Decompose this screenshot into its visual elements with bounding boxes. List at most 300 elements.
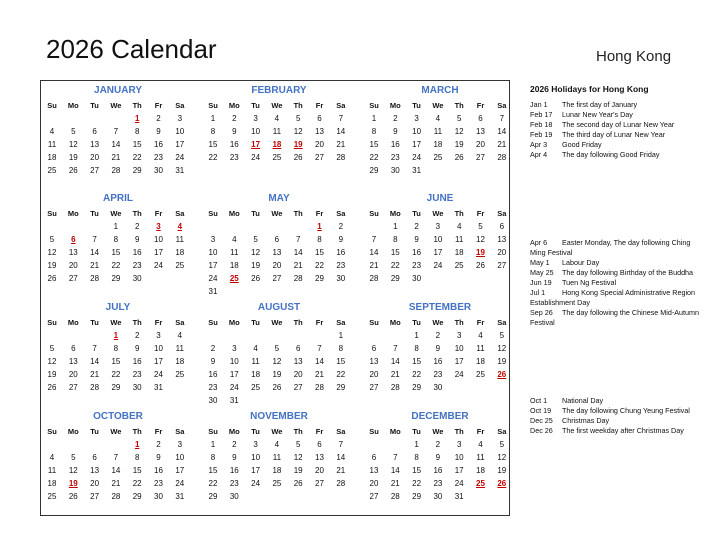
day-cell: 28 [336, 479, 346, 488]
day-cell: 20 [272, 261, 282, 270]
month-name: JUNE [426, 193, 454, 204]
day-cell: 18 [47, 153, 57, 162]
day-cell: 19 [497, 466, 507, 475]
day-cell: 27 [315, 153, 324, 162]
day-cell: 9 [134, 344, 140, 353]
month-july [41, 298, 195, 406]
day-cell: 22 [132, 153, 142, 162]
day-cell: 5 [456, 114, 462, 123]
weekday-header: We [271, 318, 283, 327]
day-cell: 6 [371, 453, 377, 462]
day-cell: 27 [68, 274, 78, 283]
day-cell: 19 [272, 370, 282, 379]
day-cell: 12 [497, 344, 507, 353]
day-cell: 12 [251, 248, 261, 257]
day-cell: 16 [433, 466, 443, 475]
day-cell: 27 [497, 261, 507, 270]
weekday-header: Tu [412, 427, 421, 436]
day-cell: 12 [47, 357, 57, 366]
day-cell: 5 [253, 235, 258, 244]
day-cell: 10 [175, 127, 185, 136]
day-cell: 21 [293, 261, 303, 270]
day-cell: 27 [476, 153, 485, 162]
day-cell: 24 [154, 370, 163, 379]
weekday-header: Fr [476, 427, 485, 436]
day-cell: 27 [293, 383, 303, 392]
weekday-header: Su [47, 318, 57, 327]
day-cell: 8 [210, 453, 216, 462]
day-cell: 29 [132, 492, 142, 501]
day-cell: 2 [338, 222, 344, 231]
holiday-entry [530, 426, 700, 436]
day-cell: 10 [175, 453, 185, 462]
day-cell: 20 [369, 479, 379, 488]
weekday-header: Tu [412, 318, 421, 327]
holiday-group [530, 100, 700, 160]
day-cell: 17 [154, 357, 163, 366]
weekday-header: Th [132, 318, 142, 327]
holiday-day: 3 [156, 222, 161, 231]
weekday-header: Su [369, 427, 379, 436]
day-cell: 13 [315, 453, 324, 462]
holiday-day: 25 [476, 479, 485, 488]
weekday-header: We [271, 209, 283, 218]
day-cell: 30 [132, 383, 142, 392]
day-cell: 7 [338, 114, 344, 123]
day-cell: 1 [393, 222, 398, 231]
day-cell: 21 [497, 140, 507, 149]
day-cell: 10 [454, 453, 464, 462]
day-cell: 19 [68, 153, 78, 162]
weekday-header: Mo [67, 318, 79, 327]
day-cell: 3 [456, 440, 462, 449]
month-name: NOVEMBER [250, 411, 308, 422]
day-cell: 22 [369, 153, 379, 162]
day-cell: 5 [71, 453, 76, 462]
day-cell: 23 [229, 479, 239, 488]
holiday-day: 1 [113, 331, 119, 340]
day-cell: 9 [232, 127, 237, 136]
day-cell: 11 [272, 127, 282, 136]
month-january [41, 81, 195, 189]
day-cell: 13 [369, 357, 379, 366]
day-cell: 30 [229, 492, 239, 501]
day-cell: 18 [251, 370, 261, 379]
day-cell: 12 [272, 357, 282, 366]
day-cell: 23 [132, 261, 142, 270]
day-cell: 10 [229, 357, 239, 366]
holiday-date: Jan 1 [530, 100, 548, 109]
day-cell: 25 [175, 370, 185, 379]
day-cell: 6 [274, 235, 280, 244]
weekday-header: Su [47, 101, 57, 110]
holiday-entry [530, 238, 700, 258]
day-cell: 26 [47, 274, 57, 283]
day-cell: 18 [476, 466, 485, 475]
weekday-header: We [432, 101, 444, 110]
weekday-header: Th [293, 318, 303, 327]
day-cell: 21 [336, 140, 346, 149]
weekday-header: Tu [251, 209, 260, 218]
weekday-header: Sa [497, 427, 507, 436]
holiday-day: 19 [293, 140, 303, 149]
day-cell: 27 [369, 383, 379, 392]
day-cell: 22 [390, 261, 400, 270]
day-cell: 26 [68, 492, 78, 501]
day-cell: 25 [272, 153, 282, 162]
weekday-header: We [432, 318, 444, 327]
day-cell: 6 [317, 440, 322, 449]
day-cell: 11 [455, 235, 464, 244]
day-cell: 21 [315, 370, 324, 379]
weekday-header: Mo [389, 318, 401, 327]
day-cell: 20 [315, 140, 324, 149]
day-cell: 26 [293, 153, 303, 162]
day-cell: 30 [336, 274, 346, 283]
day-cell: 17 [433, 248, 443, 257]
calendar-grid [40, 80, 510, 516]
day-cell: 4 [232, 235, 237, 244]
month-april [41, 189, 195, 297]
day-cell: 14 [336, 127, 346, 136]
day-cell: 2 [134, 222, 140, 231]
weekday-header: We [110, 427, 122, 436]
day-cell: 18 [47, 479, 57, 488]
month-name: OCTOBER [93, 411, 143, 422]
day-cell: 22 [111, 370, 121, 379]
day-cell: 14 [369, 248, 379, 257]
day-cell: 24 [251, 153, 261, 162]
day-cell: 10 [154, 235, 163, 244]
day-cell: 26 [47, 383, 57, 392]
day-cell: 9 [156, 127, 161, 136]
day-cell: 20 [497, 248, 507, 257]
day-cell: 29 [412, 383, 422, 392]
month-september [363, 298, 517, 406]
day-cell: 11 [47, 140, 57, 149]
day-cell: 13 [476, 127, 485, 136]
day-cell: 7 [295, 235, 301, 244]
day-cell: 28 [111, 492, 121, 501]
day-cell: 11 [175, 344, 184, 353]
day-cell: 23 [229, 153, 239, 162]
day-cell: 12 [476, 235, 485, 244]
day-cell: 3 [253, 114, 258, 123]
day-cell: 28 [369, 274, 379, 283]
day-cell: 27 [272, 274, 282, 283]
day-cell: 31 [229, 396, 239, 405]
day-cell: 21 [369, 261, 379, 270]
day-cell: 22 [412, 370, 422, 379]
day-cell: 23 [433, 479, 443, 488]
day-cell: 21 [90, 370, 100, 379]
day-cell: 1 [210, 440, 216, 449]
day-cell: 27 [315, 479, 324, 488]
day-cell: 15 [132, 140, 142, 149]
holiday-entry [530, 120, 700, 130]
day-cell: 1 [113, 222, 119, 231]
day-cell: 8 [134, 453, 140, 462]
day-cell: 17 [251, 466, 261, 475]
day-cell: 8 [317, 235, 322, 244]
day-cell: 3 [456, 331, 462, 340]
weekday-header: Sa [497, 101, 507, 110]
day-cell: 2 [393, 114, 398, 123]
holiday-name: Labour Day [562, 258, 600, 267]
holiday-name: National Day [562, 396, 604, 405]
month-october [41, 407, 195, 515]
day-cell: 25 [251, 383, 261, 392]
weekday-header: Sa [336, 101, 346, 110]
weekday-header: Th [454, 101, 464, 110]
holiday-entry [530, 406, 700, 416]
holiday-day: 26 [497, 370, 507, 379]
day-cell: 7 [393, 453, 398, 462]
holiday-entry [530, 100, 700, 110]
day-cell: 10 [433, 235, 443, 244]
holiday-date: Jul 1 [530, 288, 546, 297]
day-cell: 26 [454, 153, 464, 162]
day-cell: 14 [336, 453, 346, 462]
day-cell: 13 [90, 140, 100, 149]
weekday-header: Mo [389, 427, 401, 436]
weekday-header: Sa [336, 318, 346, 327]
weekday-header: Th [293, 209, 303, 218]
day-cell: 17 [454, 357, 464, 366]
holiday-name: The second day of Lunar New Year [562, 120, 675, 129]
day-cell: 13 [369, 466, 379, 475]
day-cell: 14 [111, 466, 121, 475]
holiday-day: 19 [476, 248, 485, 257]
day-cell: 30 [208, 396, 218, 405]
day-cell: 5 [295, 114, 301, 123]
day-cell: 20 [90, 479, 100, 488]
weekday-header: Mo [67, 427, 79, 436]
weekday-header: Tu [90, 101, 99, 110]
day-cell: 22 [412, 479, 422, 488]
weekday-header: Th [132, 427, 142, 436]
weekday-header: Tu [412, 209, 421, 218]
day-cell: 4 [274, 114, 280, 123]
day-cell: 4 [177, 331, 183, 340]
day-cell: 3 [177, 114, 183, 123]
day-cell: 2 [232, 114, 237, 123]
day-cell: 16 [154, 140, 163, 149]
day-cell: 9 [156, 453, 161, 462]
day-cell: 19 [47, 370, 57, 379]
day-cell: 30 [132, 274, 142, 283]
weekday-header: Th [132, 101, 142, 110]
weekday-header: Mo [228, 318, 240, 327]
weekday-header: Tu [90, 318, 99, 327]
holiday-entry [530, 396, 700, 406]
holiday-entry [530, 130, 700, 140]
day-cell: 6 [478, 114, 483, 123]
weekday-header: Fr [476, 101, 485, 110]
holiday-group [530, 396, 700, 436]
holiday-entry [530, 150, 700, 160]
day-cell: 3 [414, 114, 419, 123]
day-cell: 5 [49, 235, 55, 244]
holiday-name: The day following Chung Yeung Festival [562, 406, 690, 415]
day-cell: 24 [433, 261, 443, 270]
holiday-date: Apr 3 [530, 140, 548, 149]
weekday-header: We [110, 101, 122, 110]
day-cell: 18 [229, 261, 239, 270]
weekday-header: We [271, 427, 283, 436]
day-cell: 21 [336, 466, 346, 475]
holiday-date: Sep 26 [530, 308, 553, 317]
day-cell: 23 [208, 383, 218, 392]
day-cell: 9 [393, 127, 398, 136]
day-cell: 27 [90, 492, 100, 501]
day-cell: 21 [90, 261, 100, 270]
day-cell: 24 [251, 479, 261, 488]
day-cell: 30 [433, 492, 443, 501]
day-cell: 11 [47, 466, 57, 475]
day-cell: 15 [111, 248, 121, 257]
weekday-header: Th [454, 209, 464, 218]
month-june [363, 189, 517, 297]
day-cell: 14 [390, 466, 400, 475]
day-cell: 29 [336, 383, 346, 392]
day-cell: 22 [132, 479, 142, 488]
day-cell: 16 [132, 248, 142, 257]
day-cell: 1 [338, 331, 344, 340]
day-cell: 20 [68, 370, 78, 379]
weekday-header: Tu [251, 427, 260, 436]
day-cell: 9 [338, 235, 344, 244]
day-cell: 28 [90, 383, 100, 392]
day-cell: 2 [210, 344, 216, 353]
day-cell: 19 [47, 261, 57, 270]
day-cell: 20 [369, 370, 379, 379]
weekday-header: We [271, 101, 283, 110]
day-cell: 26 [293, 479, 303, 488]
day-cell: 7 [393, 344, 398, 353]
day-cell: 30 [154, 492, 163, 501]
day-cell: 4 [274, 440, 280, 449]
holiday-name: Good Friday [562, 140, 602, 149]
day-cell: 8 [134, 127, 140, 136]
holiday-date: Oct 1 [530, 396, 548, 405]
day-cell: 5 [499, 331, 505, 340]
weekday-header: Tu [90, 209, 99, 218]
holiday-entry [530, 140, 700, 150]
weekday-header: Sa [175, 209, 185, 218]
day-cell: 17 [154, 248, 163, 257]
day-cell: 22 [208, 479, 218, 488]
day-cell: 1 [414, 440, 419, 449]
day-cell: 18 [175, 248, 185, 257]
weekday-header: Th [454, 318, 464, 327]
day-cell: 17 [175, 140, 185, 149]
region-label: Hong Kong [596, 48, 672, 65]
day-cell: 24 [175, 153, 185, 162]
holiday-name: Tuen Ng Festival [562, 278, 617, 287]
day-cell: 7 [113, 127, 119, 136]
weekday-header: We [110, 209, 122, 218]
weekday-header: Fr [315, 427, 324, 436]
month-february [202, 81, 356, 189]
day-cell: 31 [454, 492, 464, 501]
day-cell: 10 [154, 344, 163, 353]
day-cell: 25 [47, 166, 57, 175]
month-november [202, 407, 356, 515]
day-cell: 29 [369, 166, 379, 175]
day-cell: 1 [210, 114, 216, 123]
day-cell: 28 [390, 383, 400, 392]
holiday-name: Hong Kong Special Administrative Region Establishment Day [530, 288, 696, 307]
day-cell: 16 [412, 248, 422, 257]
day-cell: 20 [315, 466, 324, 475]
day-cell: 28 [497, 153, 507, 162]
day-cell: 14 [497, 127, 507, 136]
month-name: MAY [268, 193, 290, 204]
day-cell: 16 [433, 357, 443, 366]
weekday-header: Sa [175, 101, 185, 110]
day-cell: 31 [154, 383, 163, 392]
holiday-day: 4 [177, 222, 183, 231]
day-cell: 29 [315, 274, 324, 283]
weekday-header: Th [293, 427, 303, 436]
holiday-date: Jun 19 [530, 278, 552, 287]
holiday-name: Lunar New Year's Day [562, 110, 633, 119]
day-cell: 5 [478, 222, 483, 231]
day-cell: 4 [49, 453, 55, 462]
holiday-day: 25 [229, 274, 239, 283]
day-cell: 21 [111, 153, 121, 162]
day-cell: 18 [175, 357, 185, 366]
day-cell: 2 [435, 331, 441, 340]
day-cell: 16 [132, 357, 142, 366]
weekday-header: Mo [228, 101, 240, 110]
day-cell: 4 [253, 344, 258, 353]
day-cell: 17 [412, 140, 422, 149]
holiday-entry [530, 416, 700, 426]
day-cell: 15 [111, 357, 121, 366]
day-cell: 29 [208, 492, 218, 501]
weekday-header: Fr [476, 209, 485, 218]
day-cell: 17 [208, 261, 218, 270]
holiday-day: 1 [134, 440, 140, 449]
holiday-day: 18 [272, 140, 282, 149]
weekday-header: Su [369, 101, 379, 110]
day-cell: 29 [390, 274, 400, 283]
day-cell: 18 [433, 140, 443, 149]
holiday-date: Dec 26 [530, 426, 553, 435]
day-cell: 5 [49, 344, 55, 353]
day-cell: 17 [229, 370, 239, 379]
holiday-day: 6 [71, 235, 76, 244]
day-cell: 2 [156, 114, 161, 123]
month-december [363, 407, 517, 515]
day-cell: 25 [454, 261, 464, 270]
holiday-entry [530, 288, 700, 308]
day-cell: 2 [232, 440, 237, 449]
day-cell: 6 [371, 344, 377, 353]
day-cell: 28 [315, 383, 324, 392]
day-cell: 11 [476, 344, 485, 353]
day-cell: 9 [435, 453, 441, 462]
day-cell: 9 [435, 344, 441, 353]
weekday-header: Su [369, 318, 379, 327]
day-cell: 9 [414, 235, 419, 244]
weekday-header: Su [208, 209, 218, 218]
day-cell: 31 [175, 166, 185, 175]
day-cell: 5 [274, 344, 280, 353]
weekday-header: Sa [175, 427, 185, 436]
